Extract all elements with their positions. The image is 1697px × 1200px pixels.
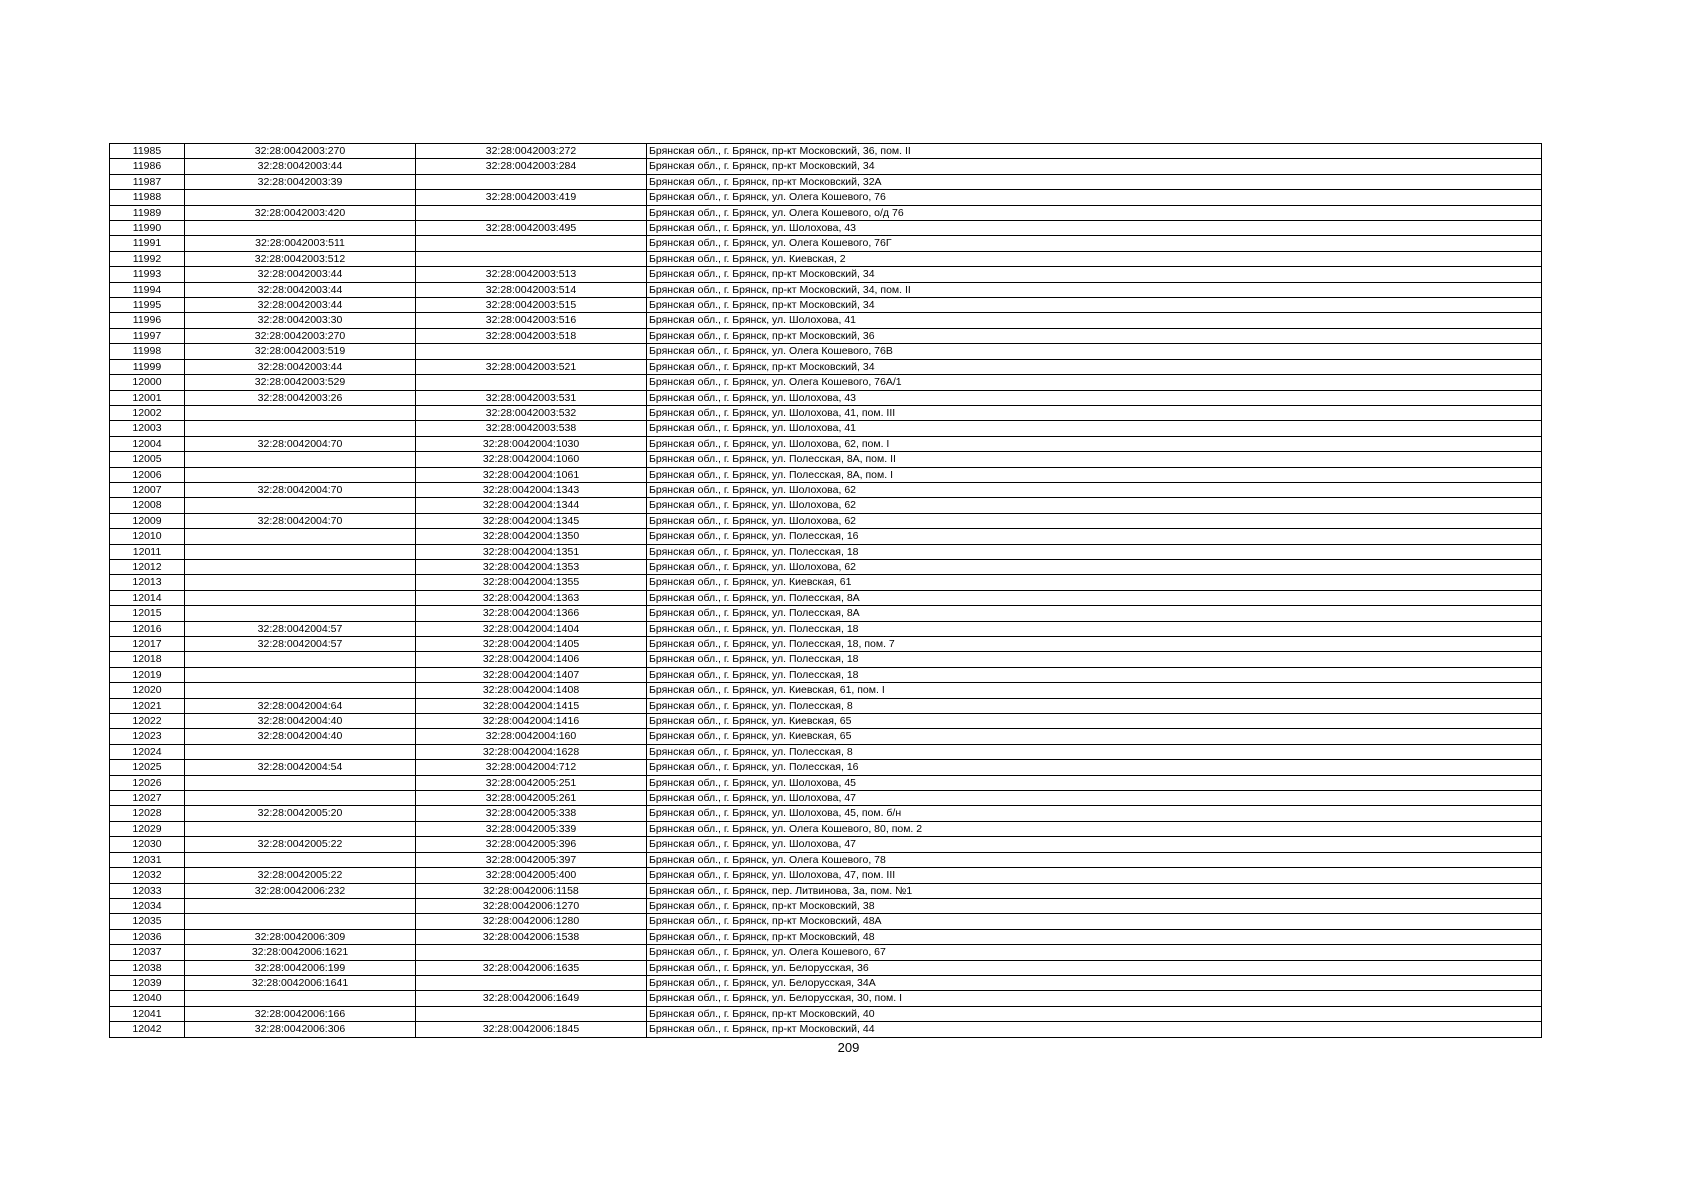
row-number-cell: 12031 (110, 852, 185, 867)
building-cadastral-number-cell: 32:28:0042004:1345 (416, 513, 647, 528)
building-cadastral-number-cell: 32:28:0042004:1408 (416, 683, 647, 698)
cadastral-number-cell: 32:28:0042005:20 (185, 806, 416, 821)
cadastral-number-cell (185, 744, 416, 759)
address-cell: Брянская обл., г. Брянск, ул. Белорусская, 36 (647, 960, 1542, 975)
building-cadastral-number-cell (416, 205, 647, 220)
cadastral-number-cell (185, 791, 416, 806)
row-number-cell: 12025 (110, 760, 185, 775)
row-number-cell: 12024 (110, 744, 185, 759)
table-row (110, 698, 1542, 713)
table-row (110, 837, 1542, 852)
building-cadastral-number-cell: 32:28:0042006:1845 (416, 1022, 647, 1037)
table-row (110, 174, 1542, 189)
address-cell: Брянская обл., г. Брянск, ул. Полесская, 18, пом. 7 (647, 637, 1542, 652)
table-row (110, 991, 1542, 1006)
building-cadastral-number-cell: 32:28:0042006:1635 (416, 960, 647, 975)
row-number-cell: 12020 (110, 683, 185, 698)
table-row (110, 282, 1542, 297)
address-cell: Брянская обл., г. Брянск, пр-кт Московский, 48 (647, 929, 1542, 944)
cadastral-number-cell: 32:28:0042003:519 (185, 344, 416, 359)
cadastral-number-cell: 32:28:0042003:44 (185, 298, 416, 313)
table-row (110, 929, 1542, 944)
table-row (110, 637, 1542, 652)
address-cell: Брянская обл., г. Брянск, ул. Полесская, 18 (647, 621, 1542, 636)
address-cell: Брянская обл., г. Брянск, ул. Шолохова, 62, пом. I (647, 436, 1542, 451)
building-cadastral-number-cell (416, 975, 647, 990)
building-cadastral-number-cell: 32:28:0042004:712 (416, 760, 647, 775)
address-cell: Брянская обл., г. Брянск, ул. Шолохова, 41, пом. III (647, 405, 1542, 420)
row-number-cell: 12029 (110, 821, 185, 836)
building-cadastral-number-cell: 32:28:0042004:1407 (416, 667, 647, 682)
cadastral-number-cell (185, 529, 416, 544)
address-cell: Брянская обл., г. Брянск, ул. Шолохова, 62 (647, 559, 1542, 574)
table-row (110, 328, 1542, 343)
address-cell: Брянская обл., г. Брянск, ул. Полесская, 16 (647, 760, 1542, 775)
cadastral-number-cell (185, 667, 416, 682)
row-number-cell: 12009 (110, 513, 185, 528)
row-number-cell: 12038 (110, 960, 185, 975)
table-row (110, 344, 1542, 359)
registry-table-body (110, 144, 1542, 1038)
table-row (110, 467, 1542, 482)
building-cadastral-number-cell: 32:28:0042004:1351 (416, 544, 647, 559)
building-cadastral-number-cell: 32:28:0042003:532 (416, 405, 647, 420)
cadastral-number-cell: 32:28:0042003:512 (185, 251, 416, 266)
address-cell: Брянская обл., г. Брянск, ул. Шолохова, 47 (647, 791, 1542, 806)
address-cell: Брянская обл., г. Брянск, пр-кт Московский, 38 (647, 898, 1542, 913)
row-number-cell: 12004 (110, 436, 185, 451)
building-cadastral-number-cell: 32:28:0042006:1538 (416, 929, 647, 944)
table-row (110, 544, 1542, 559)
row-number-cell: 11989 (110, 205, 185, 220)
address-cell: Брянская обл., г. Брянск, пр-кт Московский, 34 (647, 298, 1542, 313)
table-row (110, 975, 1542, 990)
cadastral-number-cell: 32:28:0042003:529 (185, 375, 416, 390)
building-cadastral-number-cell: 32:28:0042003:531 (416, 390, 647, 405)
row-number-cell: 12037 (110, 945, 185, 960)
row-number-cell: 12019 (110, 667, 185, 682)
cadastral-number-cell (185, 575, 416, 590)
address-cell: Брянская обл., г. Брянск, пр-кт Московский, 44 (647, 1022, 1542, 1037)
table-row (110, 760, 1542, 775)
row-number-cell: 12035 (110, 914, 185, 929)
cadastral-number-cell: 32:28:0042003:44 (185, 359, 416, 374)
address-cell: Брянская обл., г. Брянск, ул. Полесская, 8А (647, 606, 1542, 621)
address-cell: Брянская обл., г. Брянск, пр-кт Московский, 32А (647, 174, 1542, 189)
address-cell: Брянская обл., г. Брянск, ул. Киевская, 65 (647, 729, 1542, 744)
cadastral-number-cell: 32:28:0042006:1641 (185, 975, 416, 990)
address-cell: Брянская обл., г. Брянск, ул. Олега Кошевого, 67 (647, 945, 1542, 960)
cadastral-number-cell: 32:28:0042004:40 (185, 729, 416, 744)
table-row (110, 251, 1542, 266)
table-row (110, 590, 1542, 605)
building-cadastral-number-cell: 32:28:0042003:513 (416, 267, 647, 282)
building-cadastral-number-cell: 32:28:0042004:1406 (416, 652, 647, 667)
table-row (110, 775, 1542, 790)
row-number-cell: 12039 (110, 975, 185, 990)
row-number-cell: 11988 (110, 190, 185, 205)
address-cell: Брянская обл., г. Брянск, пр-кт Московский, 34 (647, 159, 1542, 174)
cadastral-number-cell: 32:28:0042006:309 (185, 929, 416, 944)
address-cell: Брянская обл., г. Брянск, пр-кт Московский, 34 (647, 267, 1542, 282)
address-cell: Брянская обл., г. Брянск, ул. Киевская, 65 (647, 714, 1542, 729)
row-number-cell: 12027 (110, 791, 185, 806)
table-row (110, 791, 1542, 806)
row-number-cell: 11991 (110, 236, 185, 251)
cadastral-number-cell (185, 544, 416, 559)
table-row (110, 529, 1542, 544)
address-cell: Брянская обл., г. Брянск, ул. Шолохова, 62 (647, 513, 1542, 528)
address-cell: Брянская обл., г. Брянск, ул. Полесская, 18 (647, 652, 1542, 667)
building-cadastral-number-cell: 32:28:0042005:396 (416, 837, 647, 852)
row-number-cell: 11999 (110, 359, 185, 374)
table-row (110, 852, 1542, 867)
address-cell: Брянская обл., г. Брянск, пр-кт Московский, 34, пом. II (647, 282, 1542, 297)
table-row (110, 513, 1542, 528)
row-number-cell: 12028 (110, 806, 185, 821)
cadastral-number-cell: 32:28:0042006:306 (185, 1022, 416, 1037)
building-cadastral-number-cell: 32:28:0042006:1649 (416, 991, 647, 1006)
cadastral-number-cell (185, 852, 416, 867)
building-cadastral-number-cell (416, 375, 647, 390)
table-row (110, 405, 1542, 420)
row-number-cell: 11993 (110, 267, 185, 282)
cadastral-number-cell: 32:28:0042004:40 (185, 714, 416, 729)
address-cell: Брянская обл., г. Брянск, ул. Полесская, 18 (647, 667, 1542, 682)
building-cadastral-number-cell: 32:28:0042006:1270 (416, 898, 647, 913)
table-row (110, 821, 1542, 836)
row-number-cell: 12041 (110, 1006, 185, 1021)
building-cadastral-number-cell (416, 1006, 647, 1021)
cadastral-number-cell (185, 652, 416, 667)
building-cadastral-number-cell: 32:28:0042004:160 (416, 729, 647, 744)
address-cell: Брянская обл., г. Брянск, ул. Шолохова, 62 (647, 482, 1542, 497)
address-cell: Брянская обл., г. Брянск, ул. Олега Кошевого, 76Г (647, 236, 1542, 251)
building-cadastral-number-cell: 32:28:0042006:1158 (416, 883, 647, 898)
cadastral-number-cell (185, 405, 416, 420)
row-number-cell: 11994 (110, 282, 185, 297)
address-cell: Брянская обл., г. Брянск, ул. Полесская, 8А, пом. I (647, 467, 1542, 482)
building-cadastral-number-cell (416, 236, 647, 251)
address-cell: Брянская обл., г. Брянск, ул. Шолохова, 41 (647, 421, 1542, 436)
table-row (110, 621, 1542, 636)
address-cell: Брянская обл., г. Брянск, ул. Полесская, 8 (647, 744, 1542, 759)
cadastral-number-cell: 32:28:0042004:70 (185, 482, 416, 497)
table-row (110, 1022, 1542, 1037)
row-number-cell: 11990 (110, 221, 185, 236)
table-row (110, 898, 1542, 913)
row-number-cell: 12015 (110, 606, 185, 621)
building-cadastral-number-cell: 32:28:0042004:1060 (416, 452, 647, 467)
row-number-cell: 12021 (110, 698, 185, 713)
building-cadastral-number-cell: 32:28:0042003:538 (416, 421, 647, 436)
row-number-cell: 12032 (110, 868, 185, 883)
cadastral-number-cell: 32:28:0042003:511 (185, 236, 416, 251)
building-cadastral-number-cell (416, 174, 647, 189)
table-row (110, 868, 1542, 883)
table-row (110, 159, 1542, 174)
address-cell: Брянская обл., г. Брянск, ул. Шолохова, 62 (647, 498, 1542, 513)
row-number-cell: 12018 (110, 652, 185, 667)
cadastral-number-cell: 32:28:0042006:199 (185, 960, 416, 975)
address-cell: Брянская обл., г. Брянск, ул. Полесская, 8 (647, 698, 1542, 713)
row-number-cell: 12010 (110, 529, 185, 544)
address-cell: Брянская обл., г. Брянск, ул. Олега Кошевого, 76В (647, 344, 1542, 359)
building-cadastral-number-cell (416, 344, 647, 359)
address-cell: Брянская обл., г. Брянск, ул. Олега Кошевого, 76А/1 (647, 375, 1542, 390)
row-number-cell: 12034 (110, 898, 185, 913)
address-cell: Брянская обл., г. Брянск, ул. Шолохова, 45, пом. б/н (647, 806, 1542, 821)
row-number-cell: 12013 (110, 575, 185, 590)
cadastral-number-cell (185, 991, 416, 1006)
building-cadastral-number-cell: 32:28:0042004:1416 (416, 714, 647, 729)
cadastral-number-cell: 32:28:0042003:44 (185, 159, 416, 174)
cadastral-number-cell: 32:28:0042003:44 (185, 267, 416, 282)
table-row (110, 683, 1542, 698)
address-cell: Брянская обл., г. Брянск, ул. Олега Кошевого, 80, пом. 2 (647, 821, 1542, 836)
address-cell: Брянская обл., г. Брянск, пер. Литвинова, 3а, пом. №1 (647, 883, 1542, 898)
table-row (110, 960, 1542, 975)
building-cadastral-number-cell: 32:28:0042004:1628 (416, 744, 647, 759)
address-cell: Брянская обл., г. Брянск, ул. Полесская, 16 (647, 529, 1542, 544)
row-number-cell: 11992 (110, 251, 185, 266)
building-cadastral-number-cell: 32:28:0042003:284 (416, 159, 647, 174)
row-number-cell: 12014 (110, 590, 185, 605)
address-cell: Брянская обл., г. Брянск, пр-кт Московский, 40 (647, 1006, 1542, 1021)
row-number-cell: 12005 (110, 452, 185, 467)
address-cell: Брянская обл., г. Брянск, пр-кт Московский, 36 (647, 328, 1542, 343)
address-cell: Брянская обл., г. Брянск, пр-кт Московский, 48А (647, 914, 1542, 929)
cadastral-number-cell: 32:28:0042004:54 (185, 760, 416, 775)
row-number-cell: 12022 (110, 714, 185, 729)
row-number-cell: 12006 (110, 467, 185, 482)
cadastral-number-cell: 32:28:0042003:44 (185, 282, 416, 297)
cadastral-number-cell: 32:28:0042003:26 (185, 390, 416, 405)
table-row (110, 221, 1542, 236)
cadastral-number-cell: 32:28:0042006:1621 (185, 945, 416, 960)
building-cadastral-number-cell: 32:28:0042005:251 (416, 775, 647, 790)
row-number-cell: 12040 (110, 991, 185, 1006)
building-cadastral-number-cell (416, 945, 647, 960)
building-cadastral-number-cell: 32:28:0042004:1405 (416, 637, 647, 652)
building-cadastral-number-cell: 32:28:0042006:1280 (416, 914, 647, 929)
address-cell: Брянская обл., г. Брянск, ул. Белорусская, 34А (647, 975, 1542, 990)
building-cadastral-number-cell: 32:28:0042003:515 (416, 298, 647, 313)
cadastral-number-cell: 32:28:0042003:270 (185, 328, 416, 343)
row-number-cell: 11998 (110, 344, 185, 359)
building-cadastral-number-cell: 32:28:0042003:272 (416, 144, 647, 159)
cadastral-number-cell: 32:28:0042003:270 (185, 144, 416, 159)
row-number-cell: 11997 (110, 328, 185, 343)
table-row (110, 298, 1542, 313)
building-cadastral-number-cell: 32:28:0042004:1350 (416, 529, 647, 544)
address-cell: Брянская обл., г. Брянск, ул. Шолохова, 43 (647, 221, 1542, 236)
table-row (110, 390, 1542, 405)
cadastral-number-cell (185, 914, 416, 929)
table-row (110, 606, 1542, 621)
cadastral-number-cell (185, 559, 416, 574)
building-cadastral-number-cell: 32:28:0042005:400 (416, 868, 647, 883)
cadastral-number-cell (185, 498, 416, 513)
building-cadastral-number-cell: 32:28:0042003:495 (416, 221, 647, 236)
table-row (110, 375, 1542, 390)
cadastral-number-cell (185, 467, 416, 482)
registry-table (109, 143, 1542, 1038)
table-row (110, 144, 1542, 159)
cadastral-number-cell: 32:28:0042004:70 (185, 436, 416, 451)
row-number-cell: 12003 (110, 421, 185, 436)
row-number-cell: 12008 (110, 498, 185, 513)
cadastral-number-cell: 32:28:0042003:420 (185, 205, 416, 220)
building-cadastral-number-cell: 32:28:0042005:339 (416, 821, 647, 836)
table-row (110, 714, 1542, 729)
cadastral-number-cell: 32:28:0042006:232 (185, 883, 416, 898)
building-cadastral-number-cell: 32:28:0042004:1415 (416, 698, 647, 713)
cadastral-number-cell: 32:28:0042004:57 (185, 637, 416, 652)
building-cadastral-number-cell: 32:28:0042004:1344 (416, 498, 647, 513)
cadastral-number-cell (185, 898, 416, 913)
cadastral-number-cell (185, 683, 416, 698)
table-row (110, 1006, 1542, 1021)
building-cadastral-number-cell: 32:28:0042004:1355 (416, 575, 647, 590)
building-cadastral-number-cell: 32:28:0042004:1353 (416, 559, 647, 574)
cadastral-number-cell (185, 821, 416, 836)
table-row (110, 806, 1542, 821)
row-number-cell: 12007 (110, 482, 185, 497)
address-cell: Брянская обл., г. Брянск, ул. Олега Кошевого, о/д 76 (647, 205, 1542, 220)
cadastral-number-cell: 32:28:0042003:39 (185, 174, 416, 189)
row-number-cell: 12026 (110, 775, 185, 790)
address-cell: Брянская обл., г. Брянск, пр-кт Московский, 34 (647, 359, 1542, 374)
address-cell: Брянская обл., г. Брянск, ул. Шолохова, 45 (647, 775, 1542, 790)
table-row (110, 421, 1542, 436)
table-row (110, 267, 1542, 282)
row-number-cell: 12016 (110, 621, 185, 636)
cadastral-number-cell: 32:28:0042004:57 (185, 621, 416, 636)
table-row (110, 652, 1542, 667)
row-number-cell: 12011 (110, 544, 185, 559)
building-cadastral-number-cell: 32:28:0042004:1061 (416, 467, 647, 482)
row-number-cell: 12042 (110, 1022, 185, 1037)
cadastral-number-cell (185, 221, 416, 236)
row-number-cell: 12036 (110, 929, 185, 944)
row-number-cell: 11996 (110, 313, 185, 328)
cadastral-number-cell (185, 190, 416, 205)
building-cadastral-number-cell: 32:28:0042003:521 (416, 359, 647, 374)
table-row (110, 744, 1542, 759)
address-cell: Брянская обл., г. Брянск, ул. Киевская, 61, пом. I (647, 683, 1542, 698)
cadastral-number-cell (185, 452, 416, 467)
row-number-cell: 12012 (110, 559, 185, 574)
building-cadastral-number-cell: 32:28:0042003:518 (416, 328, 647, 343)
table-row (110, 729, 1542, 744)
building-cadastral-number-cell: 32:28:0042004:1363 (416, 590, 647, 605)
row-number-cell: 12000 (110, 375, 185, 390)
address-cell: Брянская обл., г. Брянск, ул. Полесская, 8А, пом. II (647, 452, 1542, 467)
building-cadastral-number-cell: 32:28:0042004:1343 (416, 482, 647, 497)
address-cell: Брянская обл., г. Брянск, ул. Шолохова, 47, пом. III (647, 868, 1542, 883)
row-number-cell: 11987 (110, 174, 185, 189)
building-cadastral-number-cell: 32:28:0042005:397 (416, 852, 647, 867)
table-row (110, 667, 1542, 682)
table-row (110, 313, 1542, 328)
row-number-cell: 12002 (110, 405, 185, 420)
address-cell: Брянская обл., г. Брянск, пр-кт Московский, 36, пом. II (647, 144, 1542, 159)
building-cadastral-number-cell: 32:28:0042004:1366 (416, 606, 647, 621)
cadastral-number-cell (185, 606, 416, 621)
address-cell: Брянская обл., г. Брянск, ул. Киевская, 61 (647, 575, 1542, 590)
building-cadastral-number-cell: 32:28:0042004:1030 (416, 436, 647, 451)
row-number-cell: 11995 (110, 298, 185, 313)
table-row (110, 205, 1542, 220)
address-cell: Брянская обл., г. Брянск, ул. Шолохова, 41 (647, 313, 1542, 328)
table-row (110, 236, 1542, 251)
row-number-cell: 11986 (110, 159, 185, 174)
row-number-cell: 12023 (110, 729, 185, 744)
table-row (110, 914, 1542, 929)
table-row (110, 452, 1542, 467)
building-cadastral-number-cell: 32:28:0042003:514 (416, 282, 647, 297)
cadastral-number-cell (185, 590, 416, 605)
table-row (110, 883, 1542, 898)
building-cadastral-number-cell: 32:28:0042003:419 (416, 190, 647, 205)
cadastral-number-cell: 32:28:0042004:70 (185, 513, 416, 528)
table-row (110, 498, 1542, 513)
cadastral-number-cell: 32:28:0042005:22 (185, 868, 416, 883)
table-row (110, 575, 1542, 590)
row-number-cell: 12017 (110, 637, 185, 652)
row-number-cell: 12030 (110, 837, 185, 852)
cadastral-number-cell: 32:28:0042003:30 (185, 313, 416, 328)
address-cell: Брянская обл., г. Брянск, ул. Полесская, 8А (647, 590, 1542, 605)
building-cadastral-number-cell: 32:28:0042005:261 (416, 791, 647, 806)
cadastral-number-cell: 32:28:0042006:166 (185, 1006, 416, 1021)
address-cell: Брянская обл., г. Брянск, ул. Белорусская, 30, пом. I (647, 991, 1542, 1006)
building-cadastral-number-cell: 32:28:0042005:338 (416, 806, 647, 821)
address-cell: Брянская обл., г. Брянск, ул. Полесская, 18 (647, 544, 1542, 559)
row-number-cell: 11985 (110, 144, 185, 159)
cadastral-number-cell: 32:28:0042005:22 (185, 837, 416, 852)
building-cadastral-number-cell (416, 251, 647, 266)
page-number: 209 (837, 1040, 860, 1055)
address-cell: Брянская обл., г. Брянск, ул. Шолохова, 43 (647, 390, 1542, 405)
cadastral-number-cell (185, 775, 416, 790)
address-cell: Брянская обл., г. Брянск, ул. Олега Кошевого, 76 (647, 190, 1542, 205)
table-row (110, 359, 1542, 374)
row-number-cell: 12033 (110, 883, 185, 898)
table-row (110, 482, 1542, 497)
table-row (110, 436, 1542, 451)
building-cadastral-number-cell: 32:28:0042004:1404 (416, 621, 647, 636)
address-cell: Брянская обл., г. Брянск, ул. Олега Кошевого, 78 (647, 852, 1542, 867)
table-row (110, 190, 1542, 205)
row-number-cell: 12001 (110, 390, 185, 405)
table-row (110, 559, 1542, 574)
building-cadastral-number-cell: 32:28:0042003:516 (416, 313, 647, 328)
address-cell: Брянская обл., г. Брянск, ул. Шолохова, 47 (647, 837, 1542, 852)
table-row (110, 945, 1542, 960)
address-cell: Брянская обл., г. Брянск, ул. Киевская, 2 (647, 251, 1542, 266)
cadastral-number-cell (185, 421, 416, 436)
cadastral-number-cell: 32:28:0042004:64 (185, 698, 416, 713)
